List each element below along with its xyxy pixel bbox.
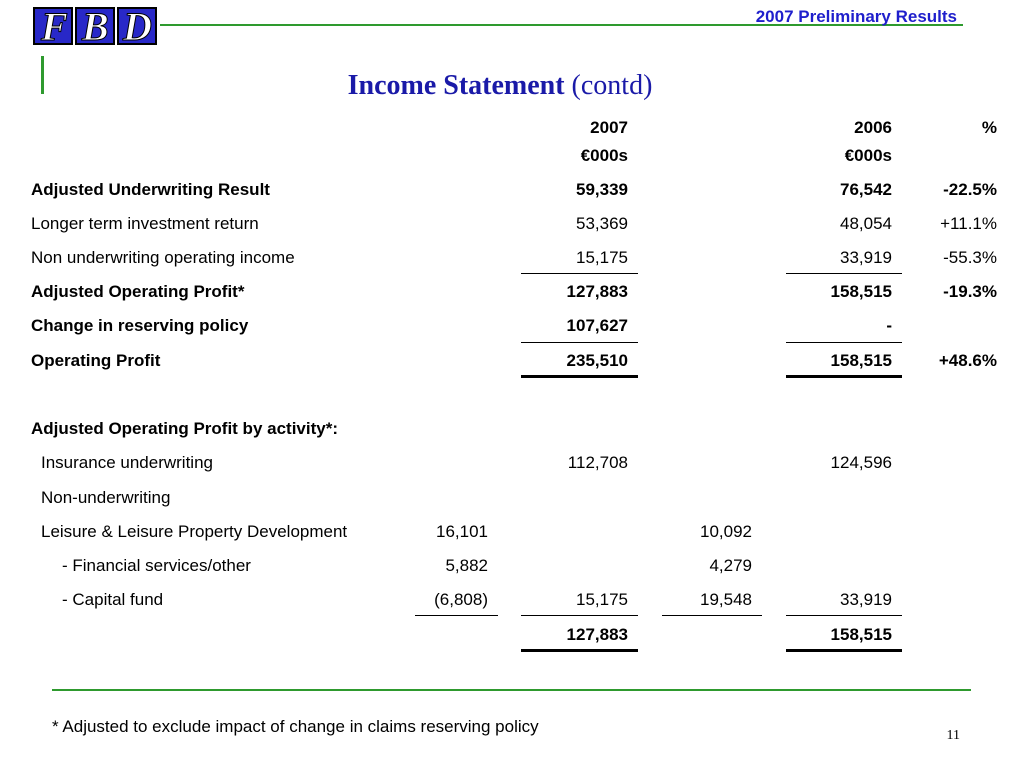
row-insurance-label: Insurance underwriting — [41, 453, 213, 472]
row-financial-label: - Financial services/other — [62, 556, 251, 575]
row-aur-pct: -22.5% — [943, 180, 997, 199]
title-main: Income Statement — [347, 70, 565, 101]
activity-total-2007: 127,883 — [566, 625, 628, 644]
row-capital-sub-2007: (6,808) — [434, 590, 488, 609]
subtotal-rule-2007 — [521, 273, 638, 274]
row-op-label: Operating Profit — [31, 351, 161, 370]
row-aur-2007: 59,339 — [576, 180, 628, 199]
col-pct-header: % — [981, 118, 997, 137]
total-rule-2006 — [786, 342, 902, 343]
fbd-logo — [32, 2, 160, 50]
title-suffix: (contd) — [571, 70, 653, 101]
activity-rule-2007 — [521, 615, 638, 616]
row-op-pct: +48.6% — [938, 351, 997, 370]
activity-total-rule-2007 — [521, 649, 638, 652]
row-financial-sub-2007: 5,882 — [445, 556, 488, 575]
row-aur-2006: 76,542 — [840, 180, 892, 199]
col-2007-unit: €000s — [580, 146, 628, 165]
svg-text:F: F — [41, 4, 68, 49]
activity-total-rule-2006 — [786, 649, 902, 652]
row-aop-label: Adjusted Operating Profit* — [31, 282, 245, 301]
row-ltir-2007: 53,369 — [576, 214, 628, 233]
row-op-2007: 235,510 — [566, 351, 628, 370]
row-ltir-label: Longer term investment return — [31, 214, 259, 233]
grand-rule-2007 — [521, 375, 638, 378]
page-title — [0, 70, 1000, 102]
row-nuoi-2006: 33,919 — [840, 248, 892, 267]
row-capital-2006: 33,919 — [840, 590, 892, 609]
row-aop-pct: -19.3% — [943, 282, 997, 301]
row-aop-2006: 158,515 — [830, 282, 892, 301]
total-rule-2007 — [521, 342, 638, 343]
svg-text:D: D — [123, 4, 152, 49]
row-insurance-2006: 124,596 — [830, 453, 892, 472]
row-aop-2007: 127,883 — [566, 282, 628, 301]
sub-rule-2007 — [415, 615, 498, 616]
activity-total-2006: 158,515 — [830, 625, 892, 644]
row-capital-sub-2006: 19,548 — [700, 590, 752, 609]
activity-rule-2006 — [786, 615, 902, 616]
page-number: 11 — [946, 728, 960, 743]
row-nonuw-label: Non-underwriting — [41, 488, 171, 507]
row-aur-label: Adjusted Underwriting Result — [31, 180, 270, 199]
row-leisure-label: Leisure & Leisure Property Development — [41, 522, 348, 541]
row-crp-2006: - — [886, 316, 892, 335]
row-insurance-2007: 112,708 — [567, 453, 628, 472]
row-leisure-sub-2007: 16,101 — [436, 522, 488, 541]
row-ltir-pct: +11.1% — [940, 214, 997, 233]
svg-text:B: B — [82, 4, 109, 49]
row-ltir-2006: 48,054 — [840, 214, 892, 233]
row-leisure-sub-2006: 10,092 — [700, 522, 752, 541]
row-nuoi-label: Non underwriting operating income — [31, 248, 295, 267]
row-nuoi-2007: 15,175 — [576, 248, 628, 267]
activity-heading: Adjusted Operating Profit by activity*: — [31, 419, 338, 438]
row-crp-2007: 107,627 — [566, 316, 628, 335]
sub-rule-2006 — [662, 615, 762, 616]
row-op-2006: 158,515 — [830, 351, 892, 370]
col-2007-header: 2007 — [590, 118, 628, 137]
col-2006-unit: €000s — [844, 146, 892, 165]
row-crp-label: Change in reserving policy — [31, 316, 249, 335]
row-capital-2007: 15,175 — [576, 590, 628, 609]
row-financial-sub-2006: 4,279 — [709, 556, 752, 575]
row-capital-label: - Capital fund — [62, 590, 164, 609]
row-nuoi-pct: -55.3% — [943, 248, 997, 267]
footnote: * Adjusted to exclude impact of change in claims reserving policy — [52, 717, 539, 736]
footer-divider — [52, 689, 971, 691]
grand-rule-2006 — [786, 375, 902, 378]
subtotal-rule-2006 — [786, 273, 902, 274]
col-2006-header: 2006 — [854, 118, 892, 137]
report-subtitle: 2007 Preliminary Results — [755, 7, 957, 26]
